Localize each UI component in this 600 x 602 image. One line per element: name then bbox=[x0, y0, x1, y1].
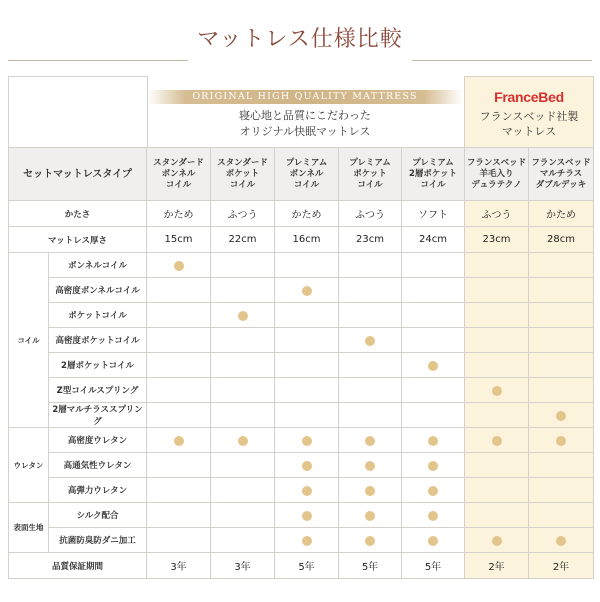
included-dot-icon bbox=[365, 511, 375, 521]
value-cell: かため bbox=[147, 201, 211, 227]
dot-cell bbox=[465, 253, 529, 278]
dot-cell bbox=[402, 353, 465, 378]
dot-cell bbox=[465, 453, 529, 478]
dot-cell bbox=[402, 403, 465, 428]
model-header bbox=[529, 148, 594, 201]
model-name-line: コイル bbox=[229, 179, 256, 190]
feature-row bbox=[9, 353, 594, 378]
dot-cell bbox=[465, 478, 529, 503]
value-cell: 2年 bbox=[529, 553, 594, 579]
included-dot-icon bbox=[302, 511, 312, 521]
model-name-line: フランスベッド bbox=[466, 157, 527, 168]
feature-label: 高密度ウレタン bbox=[49, 428, 147, 453]
dot-cell bbox=[402, 453, 465, 478]
dot-cell bbox=[147, 478, 211, 503]
feature-row bbox=[9, 503, 594, 528]
included-dot-icon bbox=[556, 436, 566, 446]
dot-cell bbox=[211, 253, 275, 278]
dot-cell bbox=[402, 478, 465, 503]
dot-cell bbox=[275, 353, 339, 378]
feature-label: 高通気性ウレタン bbox=[49, 453, 147, 478]
model-name-line: フランスベッド bbox=[531, 157, 591, 168]
feature-row bbox=[9, 478, 594, 503]
included-dot-icon bbox=[428, 486, 438, 496]
included-dot-icon bbox=[556, 536, 566, 546]
dot-cell bbox=[529, 528, 594, 553]
dot-cell bbox=[147, 353, 211, 378]
dot-cell bbox=[275, 478, 339, 503]
model-header-row bbox=[9, 148, 594, 201]
included-dot-icon bbox=[556, 411, 566, 421]
dot-cell bbox=[147, 528, 211, 553]
dot-cell bbox=[147, 328, 211, 353]
dot-cell bbox=[211, 428, 275, 453]
dot-cell bbox=[339, 378, 402, 403]
row-label: かたさ bbox=[9, 201, 147, 227]
value-cell: 15cm bbox=[147, 227, 211, 253]
dot-cell bbox=[147, 503, 211, 528]
included-dot-icon bbox=[302, 286, 312, 296]
dot-cell bbox=[147, 303, 211, 328]
feature-row bbox=[9, 528, 594, 553]
dot-cell bbox=[529, 278, 594, 303]
dot-cell bbox=[339, 403, 402, 428]
firmness-row bbox=[9, 201, 594, 227]
value-cell: 3年 bbox=[147, 553, 211, 579]
model-name-line: ボンネル bbox=[161, 168, 196, 179]
model-name-line: ダブルデッキ bbox=[535, 179, 587, 190]
original-banner: ORIGINAL HIGH QUALITY MATTRESS bbox=[148, 90, 462, 104]
dot-cell bbox=[402, 378, 465, 403]
included-dot-icon bbox=[302, 536, 312, 546]
model-name-line: スタンダード bbox=[153, 157, 204, 168]
group-label-coil: コイル bbox=[9, 253, 49, 428]
row-label: 品質保証期間 bbox=[9, 553, 147, 579]
model-name-line: スタンダード bbox=[217, 157, 268, 168]
dot-cell bbox=[529, 478, 594, 503]
value-cell: かため bbox=[275, 201, 339, 227]
value-cell: 23cm bbox=[339, 227, 402, 253]
spec-comparison-table bbox=[8, 147, 594, 579]
row-label: マットレス厚さ bbox=[9, 227, 147, 253]
warranty-row bbox=[9, 553, 594, 579]
feature-row bbox=[9, 253, 594, 278]
model-name-line: コイル bbox=[357, 179, 383, 190]
francebed-desc-line-1: フランスベッド社製 bbox=[479, 110, 579, 123]
included-dot-icon bbox=[174, 436, 184, 446]
title-divider-right bbox=[412, 60, 592, 61]
dot-cell bbox=[529, 328, 594, 353]
dot-cell bbox=[275, 503, 339, 528]
dot-cell bbox=[402, 303, 465, 328]
dot-cell bbox=[147, 253, 211, 278]
francebed-header bbox=[464, 76, 594, 148]
feature-label: 高弾力ウレタン bbox=[49, 478, 147, 503]
dot-cell bbox=[275, 378, 339, 403]
dot-cell bbox=[529, 303, 594, 328]
included-dot-icon bbox=[302, 436, 312, 446]
dot-cell bbox=[211, 378, 275, 403]
dot-cell bbox=[529, 428, 594, 453]
original-desc-line-2: オリジナル快眠マットレス bbox=[239, 125, 371, 138]
model-name-line: デュラテクノ bbox=[471, 179, 522, 190]
group-label-urethane: ウレタン bbox=[9, 428, 49, 503]
dot-cell bbox=[339, 478, 402, 503]
included-dot-icon bbox=[365, 536, 375, 546]
included-dot-icon bbox=[238, 311, 248, 321]
value-cell: 2年 bbox=[465, 553, 529, 579]
model-name-line: ポケット bbox=[353, 168, 387, 179]
feature-row bbox=[9, 378, 594, 403]
included-dot-icon bbox=[428, 511, 438, 521]
dot-cell bbox=[211, 278, 275, 303]
included-dot-icon bbox=[174, 261, 184, 271]
dot-cell bbox=[339, 453, 402, 478]
dot-cell bbox=[147, 378, 211, 403]
included-dot-icon bbox=[365, 336, 375, 346]
feature-label: 2層ポケットコイル bbox=[49, 353, 147, 378]
dot-cell bbox=[402, 503, 465, 528]
model-name-line: 2層ポケット bbox=[409, 168, 457, 179]
model-header bbox=[339, 148, 402, 201]
dot-cell bbox=[465, 378, 529, 403]
feature-row bbox=[9, 428, 594, 453]
dot-cell bbox=[211, 353, 275, 378]
value-cell: ふつう bbox=[211, 201, 275, 227]
dot-cell bbox=[147, 403, 211, 428]
dot-cell bbox=[529, 378, 594, 403]
dot-cell bbox=[275, 453, 339, 478]
feature-label: 2層マルチラススプリング bbox=[49, 403, 147, 428]
included-dot-icon bbox=[428, 436, 438, 446]
model-name-line: プレミアム bbox=[349, 157, 391, 168]
thickness-row bbox=[9, 227, 594, 253]
type-header: セットマットレスタイプ bbox=[9, 148, 147, 201]
value-cell: 23cm bbox=[465, 227, 529, 253]
value-cell: 5年 bbox=[275, 553, 339, 579]
original-desc-line-1: 寝心地と品質にこだわった bbox=[239, 109, 371, 122]
model-header bbox=[147, 148, 211, 201]
feature-row bbox=[9, 453, 594, 478]
value-cell: ふつう bbox=[339, 201, 402, 227]
included-dot-icon bbox=[238, 436, 248, 446]
model-name-line: プレミアム bbox=[412, 157, 454, 168]
dot-cell bbox=[402, 253, 465, 278]
model-name-line: コイル bbox=[165, 179, 192, 190]
dot-cell bbox=[211, 478, 275, 503]
header-blank-cell bbox=[8, 76, 148, 148]
value-cell: かため bbox=[529, 201, 594, 227]
included-dot-icon bbox=[428, 536, 438, 546]
included-dot-icon bbox=[428, 361, 438, 371]
value-cell: 3年 bbox=[211, 553, 275, 579]
feature-row bbox=[9, 303, 594, 328]
francebed-description bbox=[465, 109, 593, 139]
dot-cell bbox=[211, 303, 275, 328]
dot-cell bbox=[465, 353, 529, 378]
value-cell: 5年 bbox=[339, 553, 402, 579]
included-dot-icon bbox=[365, 436, 375, 446]
value-cell: ソフト bbox=[402, 201, 465, 227]
feature-label: 高密度ボンネルコイル bbox=[49, 278, 147, 303]
dot-cell bbox=[339, 503, 402, 528]
group-label-fabric: 表面生地 bbox=[9, 503, 49, 553]
feature-label: 高密度ポケットコイル bbox=[49, 328, 147, 353]
feature-row bbox=[9, 328, 594, 353]
dot-cell bbox=[211, 403, 275, 428]
title-divider-left bbox=[8, 60, 188, 61]
model-header bbox=[211, 148, 275, 201]
included-dot-icon bbox=[492, 536, 502, 546]
value-cell: ふつう bbox=[465, 201, 529, 227]
dot-cell bbox=[465, 278, 529, 303]
model-name-line: ボンネル bbox=[289, 168, 324, 179]
francebed-logo: FranceBed bbox=[494, 89, 564, 105]
value-cell: 24cm bbox=[402, 227, 465, 253]
dot-cell bbox=[465, 528, 529, 553]
model-name-line: 羊毛入り bbox=[479, 168, 514, 179]
value-cell: 16cm bbox=[275, 227, 339, 253]
dot-cell bbox=[529, 503, 594, 528]
dot-cell bbox=[275, 428, 339, 453]
dot-cell bbox=[465, 403, 529, 428]
dot-cell bbox=[529, 253, 594, 278]
francebed-desc-line-2: マットレス bbox=[501, 125, 557, 138]
model-name-line: マルチラス bbox=[539, 168, 583, 179]
dot-cell bbox=[275, 528, 339, 553]
feature-label: シルク配合 bbox=[49, 503, 147, 528]
dot-cell bbox=[275, 403, 339, 428]
included-dot-icon bbox=[428, 461, 438, 471]
dot-cell bbox=[275, 253, 339, 278]
feature-label: ボンネルコイル bbox=[49, 253, 147, 278]
model-header bbox=[402, 148, 465, 201]
dot-cell bbox=[339, 353, 402, 378]
value-cell: 5年 bbox=[402, 553, 465, 579]
dot-cell bbox=[211, 328, 275, 353]
dot-cell bbox=[339, 303, 402, 328]
included-dot-icon bbox=[302, 461, 312, 471]
dot-cell bbox=[402, 528, 465, 553]
feature-label: ポケットコイル bbox=[49, 303, 147, 328]
page-title: マットレス仕様比較 bbox=[197, 27, 403, 52]
dot-cell bbox=[402, 428, 465, 453]
dot-cell bbox=[211, 453, 275, 478]
feature-label: Z型コイルスプリング bbox=[49, 378, 147, 403]
dot-cell bbox=[339, 278, 402, 303]
dot-cell bbox=[147, 278, 211, 303]
dot-cell bbox=[529, 353, 594, 378]
dot-cell bbox=[275, 303, 339, 328]
included-dot-icon bbox=[492, 436, 502, 446]
dot-cell bbox=[465, 328, 529, 353]
feature-row bbox=[9, 403, 594, 428]
dot-cell bbox=[147, 453, 211, 478]
dot-cell bbox=[465, 503, 529, 528]
dot-cell bbox=[275, 328, 339, 353]
dot-cell bbox=[465, 303, 529, 328]
model-name-line: ポケット bbox=[225, 168, 260, 179]
dot-cell bbox=[465, 428, 529, 453]
dot-cell bbox=[339, 528, 402, 553]
dot-cell bbox=[147, 428, 211, 453]
dot-cell bbox=[402, 278, 465, 303]
model-header bbox=[465, 148, 529, 201]
dot-cell bbox=[529, 453, 594, 478]
feature-row bbox=[9, 278, 594, 303]
dot-cell bbox=[339, 328, 402, 353]
dot-cell bbox=[339, 428, 402, 453]
dot-cell bbox=[529, 403, 594, 428]
model-name-line: プレミアム bbox=[285, 157, 328, 168]
dot-cell bbox=[211, 528, 275, 553]
included-dot-icon bbox=[492, 386, 502, 396]
original-description bbox=[148, 108, 462, 140]
model-header bbox=[275, 148, 339, 201]
dot-cell bbox=[211, 503, 275, 528]
included-dot-icon bbox=[365, 461, 375, 471]
included-dot-icon bbox=[302, 486, 312, 496]
dot-cell bbox=[402, 328, 465, 353]
value-cell: 22cm bbox=[211, 227, 275, 253]
dot-cell bbox=[339, 253, 402, 278]
included-dot-icon bbox=[365, 486, 375, 496]
value-cell: 28cm bbox=[529, 227, 594, 253]
model-name-line: コイル bbox=[420, 179, 446, 190]
model-name-line: コイル bbox=[293, 179, 320, 190]
feature-label: 抗菌防臭防ダニ加工 bbox=[49, 528, 147, 553]
dot-cell bbox=[275, 278, 339, 303]
